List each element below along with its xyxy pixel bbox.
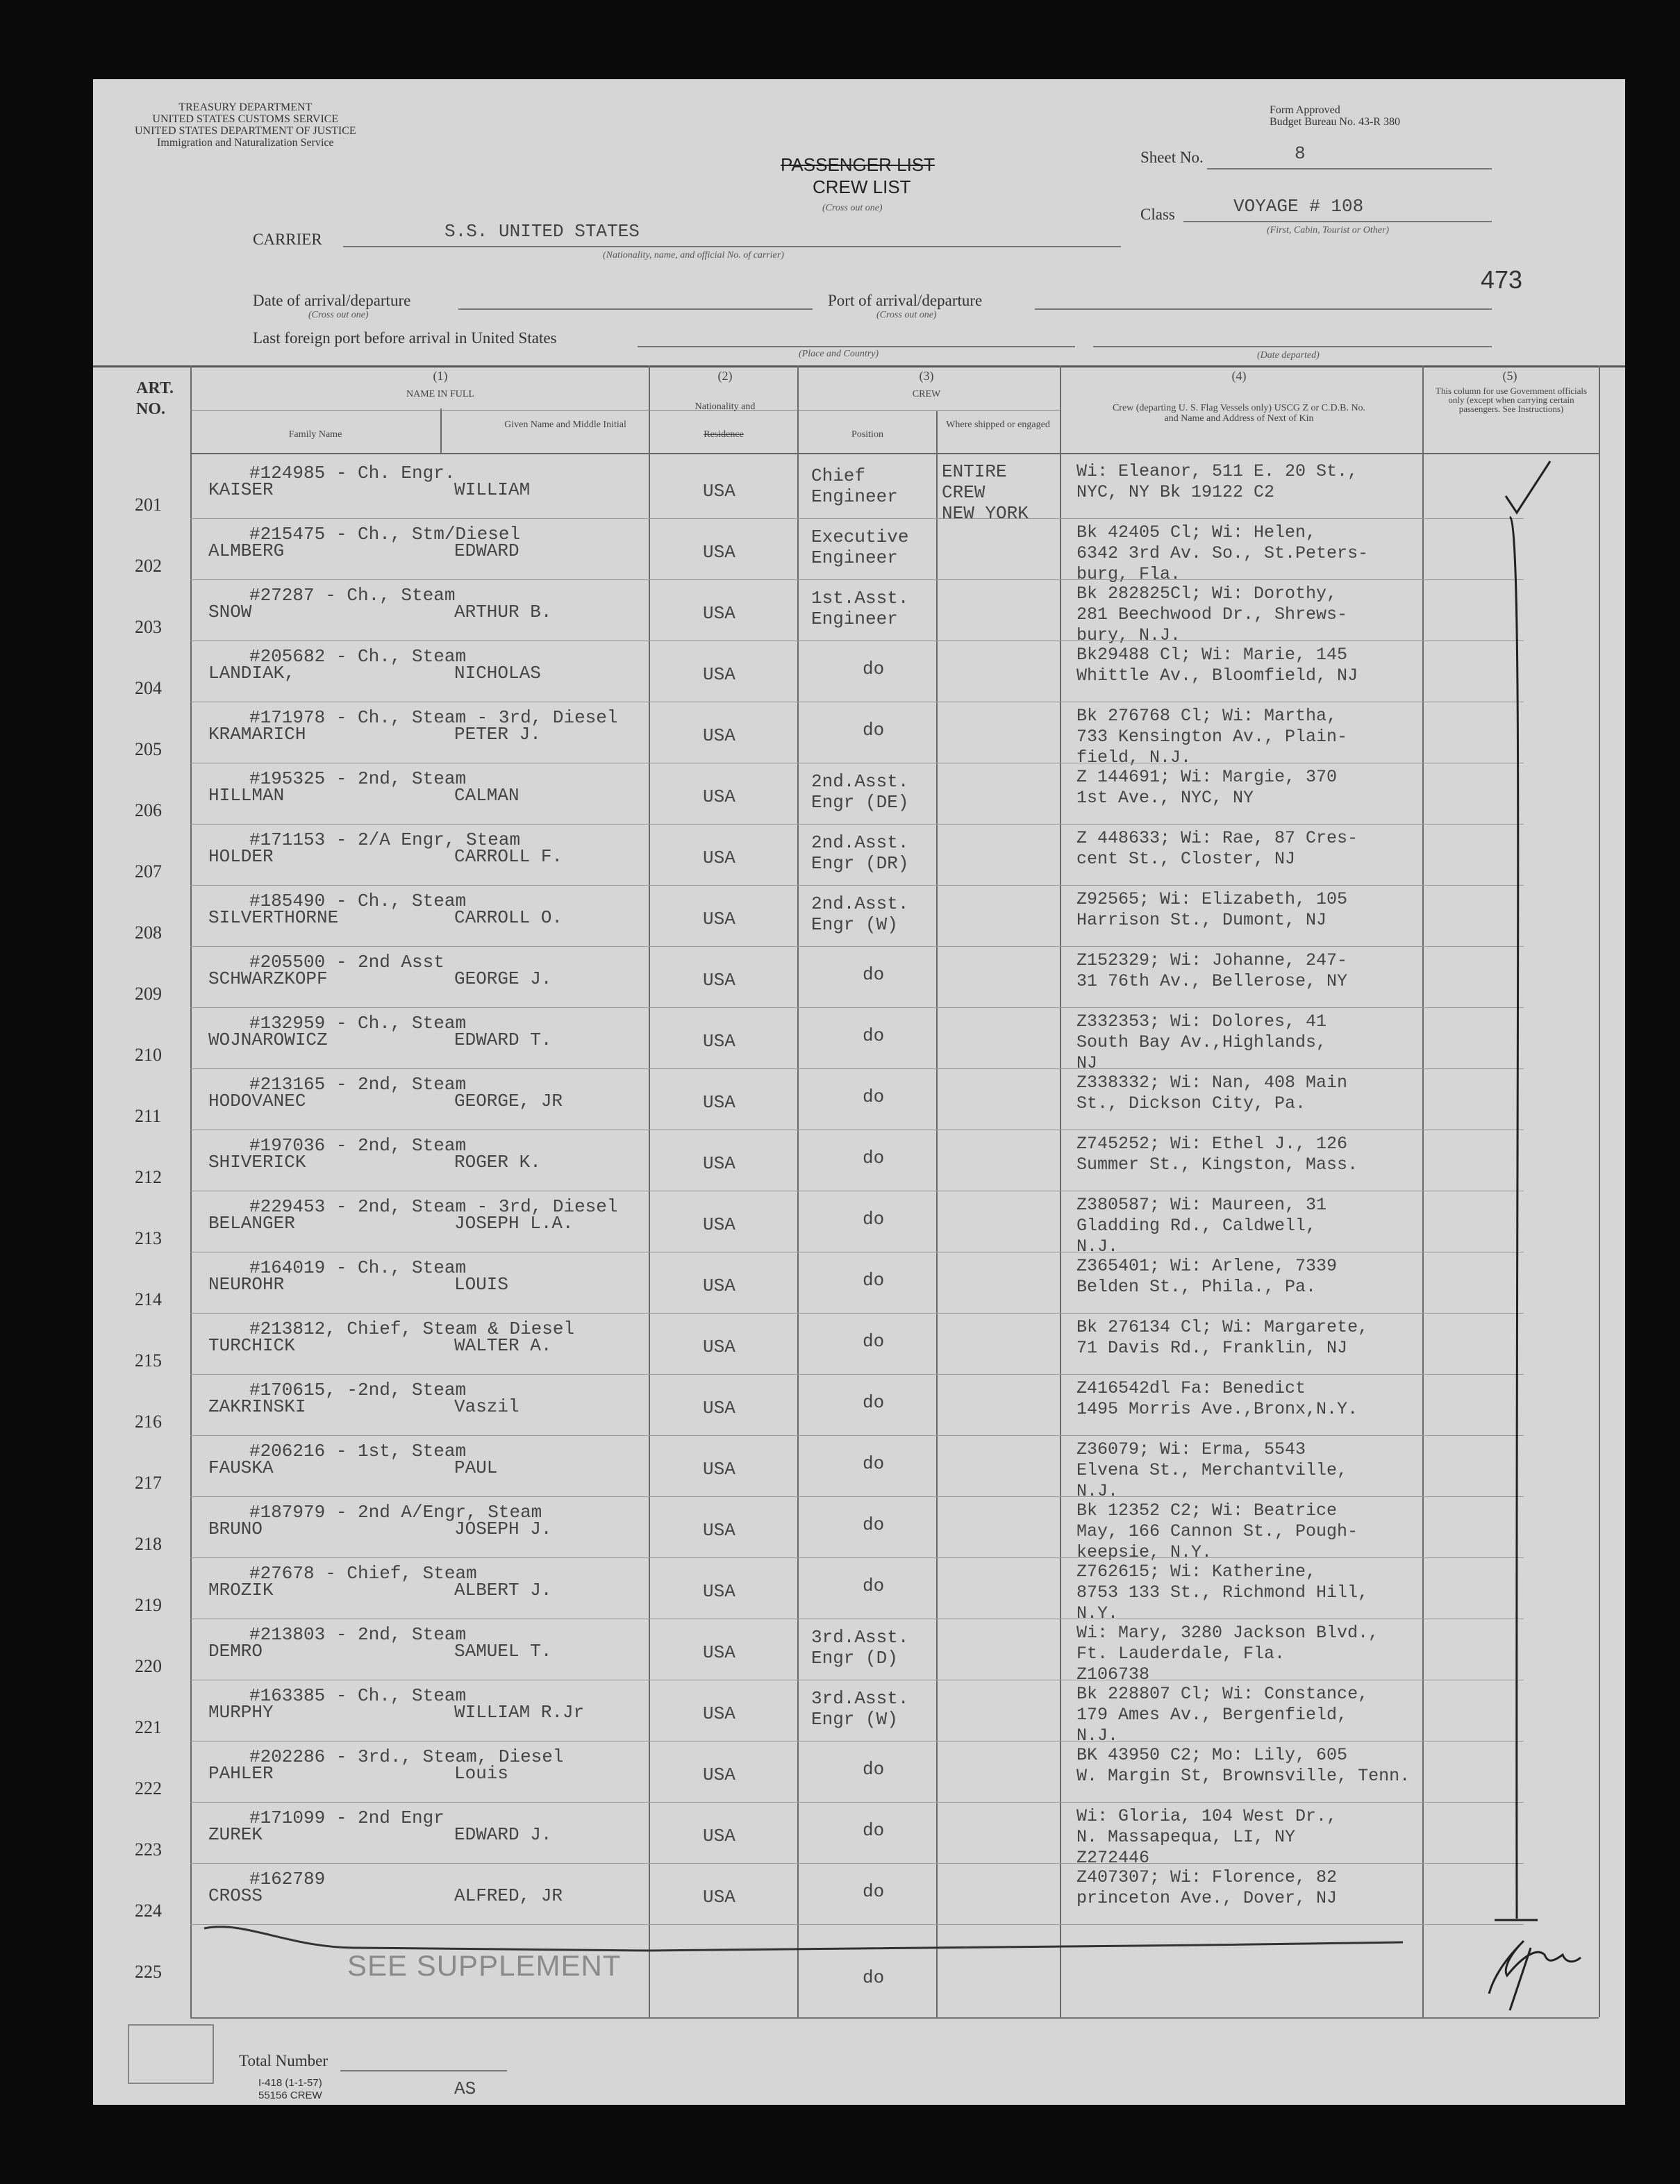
kin-line: 1495 Morris Ave.,Bronx,N.Y. [1076,1399,1358,1419]
kin-line: Bk 276134 Cl; Wi: Margarete, [1076,1317,1369,1337]
position-line: do [863,659,885,679]
kin-line: St., Dickson City, Pa. [1076,1093,1306,1114]
position-line: do [863,1086,885,1107]
position-line: do [863,720,885,741]
kin-line: N.Y. [1076,1603,1119,1623]
row-certificate: #163385 - Ch., Steam [249,1685,467,1706]
budget-bureau-text: Budget Bureau No. 43-R 380 [1270,116,1400,128]
row-certificate: #27678 - Chief, Steam [249,1563,477,1584]
row-number: 223 [135,1839,162,1860]
col3-header: CREW [912,389,941,399]
row-nationality: USA [703,1337,735,1357]
date-caption: (Cross out one) [308,310,369,320]
shipped-line: CREW [942,482,985,503]
kin-line: Z 448633; Wi: Rae, 87 Cres- [1076,828,1358,848]
row-given-name: CALMAN [454,785,519,806]
kin-line: South Bay Av.,Highlands, [1076,1032,1327,1052]
kin-line: May, 166 Cannon St., Pough- [1076,1521,1358,1541]
position-line: do [863,1514,885,1535]
position-line: Engr (DE) [811,792,909,813]
row-number: 203 [135,617,162,637]
row-family-name: DEMRO [208,1641,263,1662]
col3-position-header: Position [851,429,883,440]
kin-line: Z407307; Wi: Florence, 82 [1076,1867,1338,1887]
position-line: do [863,1759,885,1780]
row-number: 205 [135,739,162,759]
row-given-name: ALFRED, JR [454,1885,563,1906]
row-number: 225 [135,1962,162,1982]
row-nationality: USA [703,1764,735,1785]
art-no-header: ART. NO. [136,379,174,418]
sheet-value: 8 [1295,143,1306,164]
row-given-name: EDWARD [454,540,519,561]
kin-line: Ft. Lauderdale, Fla. [1076,1644,1286,1664]
port-caption: (Cross out one) [876,310,937,320]
position-line: do [863,1331,885,1352]
kin-line: princeton Ave., Dover, NJ [1076,1888,1338,1908]
row-given-name: JOSEPH L.A. [454,1213,574,1234]
initials-scribble [1489,1941,1581,1994]
col2-number: (2) [717,369,733,383]
row-certificate: #202286 - 3rd., Steam, Diesel [249,1746,564,1767]
kin-line: field, N.J. [1076,747,1192,768]
row-family-name: TURCHICK [208,1335,295,1356]
kin-line: Elvena St., Merchantville, [1076,1460,1348,1480]
row-family-name: CROSS [208,1885,263,1906]
row-certificate: #124985 - Ch. Engr. [249,463,456,483]
row-family-name: WOJNAROWICZ [208,1029,328,1050]
kin-line: Bk 282825Cl; Wi: Dorothy, [1076,584,1338,604]
position-line: do [863,1392,885,1413]
kin-line: Z36079; Wi: Erma, 5543 [1076,1439,1306,1459]
row-certificate: #185490 - Ch., Steam [249,891,467,911]
kin-line: Wi: Gloria, 104 West Dr., [1076,1806,1338,1826]
total-number-underline [340,2070,507,2071]
kin-line: Z332353; Wi: Dolores, 41 [1076,1011,1327,1032]
last-port-label: Last foreign port before arrival in United States [253,329,557,347]
class-label: Class [1140,206,1175,223]
col2-header: Nationality and [695,402,756,412]
row-number: 211 [135,1106,162,1126]
row-given-name: Louis [454,1763,509,1784]
row-certificate: #162789 [249,1869,326,1889]
position-line: 2nd.Asst. [811,771,909,792]
row-given-name: LOUIS [454,1274,509,1295]
agency-line: UNITED STATES CUSTOMS SERVICE [152,113,339,125]
row-family-name: KRAMARICH [208,724,306,745]
row-certificate: #187979 - 2nd A/Engr, Steam [249,1502,542,1523]
page-number: 473 [1481,265,1523,294]
row-nationality: USA [703,1642,735,1663]
form-number [258,2077,322,2102]
position-line: do [863,964,885,985]
row-family-name: SCHWARZKOPF [208,968,328,989]
kin-line: Z380587; Wi: Maureen, 31 [1076,1195,1327,1215]
row-number: 213 [135,1228,162,1248]
position-line: Engr (DR) [811,853,909,874]
kin-line: Wi: Mary, 3280 Jackson Blvd., [1076,1623,1379,1643]
row-nationality: USA [703,909,735,929]
class-value: VOYAGE # 108 [1233,196,1364,217]
row-given-name: GEORGE J. [454,968,552,989]
row-given-name: ALBERT J. [454,1580,552,1600]
row-given-name: SAMUEL T. [454,1641,552,1662]
kin-line: Summer St., Kingston, Mass. [1076,1155,1358,1175]
col3-shipped-header: Where shipped or engaged [946,420,1050,430]
row-number: 214 [135,1289,162,1309]
position-line: Engineer [811,486,898,507]
row-given-name: JOSEPH J. [454,1519,552,1539]
kin-line: burg, Fla. [1076,564,1181,584]
row-nationality: USA [703,1520,735,1541]
position-line: do [863,1820,885,1841]
position-line: Engr (D) [811,1648,898,1669]
row-family-name: HILLMAN [208,785,285,806]
row-given-name: ROGER K. [454,1152,541,1173]
row-certificate: #170615, -2nd, Steam [249,1380,467,1400]
row-number: 215 [135,1350,162,1371]
kin-line: keepsie, N.Y. [1076,1542,1213,1562]
kin-line: Bk 12352 C2; Wi: Beatrice [1076,1500,1338,1521]
row-number: 221 [135,1717,162,1737]
row-number: 218 [135,1534,162,1554]
row-family-name: NEUROHR [208,1274,285,1295]
col1-given-header: Given Name and Middle Initial [504,420,626,430]
class-caption: (First, Cabin, Tourist or Other) [1267,225,1390,235]
kin-line: NJ [1076,1053,1098,1073]
col1-family-header: Family Name [288,429,342,440]
kin-line: Bk 276768 Cl; Wi: Martha, [1076,706,1338,726]
row-certificate: #132959 - Ch., Steam [249,1013,467,1034]
handwriting-marks [93,79,1625,2105]
initials-stem [1510,1948,1531,2010]
kin-line: 31 76th Av., Bellerose, NY [1076,971,1348,991]
row-certificate: #164019 - Ch., Steam [249,1257,467,1278]
row-nationality: USA [703,1826,735,1846]
kin-line: Z365401; Wi: Arlene, 7339 [1076,1256,1338,1276]
position-line: do [863,1209,885,1230]
kin-line: Z92565; Wi: Elizabeth, 105 [1076,889,1348,909]
row-given-name: Vaszil [454,1396,519,1417]
row-given-name: PETER J. [454,724,541,745]
row-given-name: CARROLL O. [454,907,563,928]
footer-initials: AS [454,2078,476,2099]
row-nationality: USA [703,1398,735,1418]
carrier-label: CARRIER [253,231,322,248]
row-nationality: USA [703,1031,735,1052]
row-number: 202 [135,556,162,576]
kin-line: Bk29488 Cl; Wi: Marie, 145 [1076,645,1348,665]
kin-line: Z416542dl Fa: Benedict [1076,1378,1306,1398]
kin-line: 1st Ave., NYC, NY [1076,788,1254,808]
row-number: 208 [135,923,162,943]
row-certificate: #205500 - 2nd Asst [249,952,444,973]
row-number: 210 [135,1045,162,1065]
row-certificate: #215475 - Ch., Stm/Diesel [249,524,521,545]
row-nationality: USA [703,1153,735,1174]
agency-line: Immigration and Naturalization Service [157,137,334,149]
col4-number: (4) [1231,369,1247,383]
row-given-name: NICHOLAS [454,663,541,684]
row-given-name: EDWARD T. [454,1029,552,1050]
place-caption: (Place and Country) [799,349,879,359]
carrier-value: S.S. UNITED STATES [444,221,640,242]
col1-header: NAME IN FULL [406,389,474,399]
row-given-name: EDWARD J. [454,1824,552,1845]
see-supplement-stamp: SEE SUPPLEMENT [347,1949,622,1982]
crew-code-text: 55156 CREW [258,2090,322,2101]
row-nationality: USA [703,1459,735,1480]
form-approved-text: Form Approved [1270,104,1340,116]
row-number: 220 [135,1656,162,1676]
row-certificate: #195325 - 2nd, Steam [249,768,467,789]
kin-line: N.J. [1076,1236,1119,1257]
kin-line: Gladding Rd., Caldwell, [1076,1216,1317,1236]
row-nationality: USA [703,481,735,502]
row-given-name: WILLIAM R.Jr [454,1702,585,1723]
date-label: Date of arrival/departure [253,292,411,309]
kin-line: Whittle Av., Bloomfield, NJ [1076,665,1358,686]
row-family-name: BELANGER [208,1213,295,1234]
position-line: 2nd.Asst. [811,832,909,853]
supplement-scribble [204,1927,1403,1951]
row-number: 212 [135,1167,162,1187]
position-line: 3rd.Asst. [811,1688,909,1709]
kin-line: 281 Beechwood Dr., Shrews- [1076,604,1348,624]
row-number: 222 [135,1778,162,1798]
row-family-name: KAISER [208,479,274,500]
row-number: 219 [135,1595,162,1615]
kin-line: cent St., Closter, NJ [1076,849,1296,869]
row-certificate: #213165 - 2nd, Steam [249,1074,467,1095]
kin-line: Wi: Eleanor, 511 E. 20 St., [1076,461,1358,481]
row-family-name: ZAKRINSKI [208,1396,306,1417]
row-position: do [863,1967,885,1988]
row-nationality: USA [703,1887,735,1908]
page-title: CREW LIST [813,176,911,197]
row-certificate: #27287 - Ch., Steam [249,585,456,606]
position-line: 2nd.Asst. [811,893,909,914]
position-line: Engr (W) [811,1709,898,1730]
position-line: do [863,1270,885,1291]
row-nationality: USA [703,542,735,563]
title-struck: PASSENGER LIST [781,154,935,175]
row-nationality: USA [703,664,735,685]
kin-line: Harrison St., Dumont, NJ [1076,910,1327,930]
position-line: Engineer [811,547,898,568]
row-given-name: ARTHUR B. [454,602,552,622]
row-nationality: USA [703,1703,735,1724]
row-nationality: USA [703,970,735,991]
kin-line: Belden St., Phila., Pa. [1076,1277,1317,1297]
row-family-name: LANDIAK, [208,663,295,684]
row-family-name: SNOW [208,602,252,622]
row-certificate: #171099 - 2nd Engr [249,1807,444,1828]
row-given-name: WALTER A. [454,1335,552,1356]
kin-line: BK 43950 C2; Mo: Lily, 605 [1076,1745,1348,1765]
row-number: 209 [135,984,162,1004]
row-given-name: PAUL [454,1457,498,1478]
row-nationality: USA [703,1214,735,1235]
row-family-name: SILVERTHORNE [208,907,339,928]
position-line: 3rd.Asst. [811,1627,909,1648]
row-certificate: #205682 - Ch., Steam [249,646,467,667]
row-certificate: #171978 - Ch., Steam - 3rd, Diesel [249,707,618,728]
kin-line: Bk 228807 Cl; Wi: Constance, [1076,1684,1369,1704]
row-number: 206 [135,800,162,820]
agency-line: TREASURY DEPARTMENT [178,101,313,113]
row-number: 217 [135,1473,162,1493]
col4-header: Crew (departing U. S. Flag Vessels only) USCG Z or C.D.B. No. and Name and Address of Next of Kin [1112,403,1366,424]
row-family-name: HODOVANEC [208,1091,306,1111]
col2-struck: Residence [704,429,744,440]
row-nationality: USA [703,786,735,807]
row-number: 224 [135,1901,162,1921]
kin-line: N.J. [1076,1726,1119,1746]
kin-line: Z152329; Wi: Johanne, 247- [1076,950,1348,970]
kin-line: 8753 133 St., Richmond Hill, [1076,1582,1369,1603]
kin-line: 6342 3rd Av. So., St.Peters- [1076,543,1369,563]
row-given-name: CARROLL F. [454,846,563,867]
position-line: Executive [811,527,909,547]
row-number: 201 [135,495,162,515]
position-line: do [863,1148,885,1168]
vertical-bracket-line [1510,517,1518,1919]
row-family-name: HOLDER [208,846,274,867]
row-family-name: FAUSKA [208,1457,274,1478]
col5-number: (5) [1502,369,1517,383]
checkmark [1506,461,1550,513]
position-line: do [863,1025,885,1046]
position-line: Engr (W) [811,914,898,935]
kin-line: NYC, NY Bk 19122 C2 [1076,482,1275,502]
total-number-label: Total Number [239,2052,328,2069]
position-line: 1st.Asst. [811,588,909,609]
kin-line: 733 Kensington Av., Plain- [1076,727,1348,747]
row-certificate: #229453 - 2nd, Steam - 3rd, Diesel [249,1196,618,1217]
row-nationality: USA [703,603,735,624]
row-family-name: MURPHY [208,1702,274,1723]
row-nationality: USA [703,847,735,868]
shipped-line: NEW YORK [942,503,1029,524]
kin-line: Z272446 [1076,1848,1150,1868]
kin-line: Bk 42405 Cl; Wi: Helen, [1076,522,1317,543]
row-certificate: #197036 - 2nd, Steam [249,1135,467,1156]
row-certificate: #171153 - 2/A Engr, Steam [249,829,521,850]
col3-number: (3) [919,369,934,383]
row-certificate: #213812, Chief, Steam & Diesel [249,1318,575,1339]
kin-line: Z106738 [1076,1664,1150,1685]
kin-line: bury, N.J. [1076,625,1181,645]
row-nationality: USA [703,1275,735,1296]
row-nationality: USA [703,1581,735,1602]
shipped-line: ENTIRE [942,461,1007,482]
row-given-name: GEORGE, JR [454,1091,563,1111]
row-number: 204 [135,678,162,698]
row-given-name: WILLIAM [454,479,531,500]
kin-line: 179 Ames Av., Bergenfield, [1076,1705,1348,1725]
col1-number: (1) [433,369,448,383]
sheet-label: Sheet No. [1140,149,1204,166]
row-family-name: ALMBERG [208,540,285,561]
col5-header: This column for use Government officials only (except when carrying certain passengers. See Instructions) [1435,386,1588,414]
carrier-caption: (Nationality, name, and official No. of carrier) [603,250,784,260]
row-family-name: SHIVERICK [208,1152,306,1173]
row-certificate: #206216 - 1st, Steam [249,1441,467,1462]
date-departed-caption: (Date departed) [1257,350,1320,361]
position-line: do [863,1453,885,1474]
kin-line: Z762615; Wi: Katherine, [1076,1562,1317,1582]
row-family-name: MROZIK [208,1580,274,1600]
kin-line: W. Margin St, Brownsville, Tenn. [1076,1766,1411,1786]
kin-line: Z338332; Wi: Nan, 408 Main [1076,1073,1348,1093]
form-number-text: I-418 (1-1-57) [258,2077,322,2089]
position-line: Engineer [811,609,898,629]
crew-list-document [93,79,1625,2105]
title-caption: (Cross out one) [822,203,883,213]
row-nationality: USA [703,725,735,746]
row-family-name: BRUNO [208,1519,263,1539]
row-number: 207 [135,861,162,882]
port-label: Port of arrival/departure [828,292,983,309]
position-line: do [863,1881,885,1902]
row-certificate: #213803 - 2nd, Steam [249,1624,467,1645]
kin-line: N. Massapequa, LI, NY [1076,1827,1296,1847]
position-line: Chief [811,465,866,486]
row-number: 216 [135,1412,162,1432]
row-family-name: ZUREK [208,1824,263,1845]
row-nationality: USA [703,1092,735,1113]
total-number-box [128,2024,214,2084]
kin-line: Z745252; Wi: Ethel J., 126 [1076,1134,1348,1154]
kin-line: Z 144691; Wi: Margie, 370 [1076,767,1338,787]
kin-line: N.J. [1076,1481,1119,1501]
row-family-name: PAHLER [208,1763,274,1784]
agency-line: UNITED STATES DEPARTMENT OF JUSTICE [135,125,356,137]
kin-line: 71 Davis Rd., Franklin, NJ [1076,1338,1348,1358]
position-line: do [863,1575,885,1596]
